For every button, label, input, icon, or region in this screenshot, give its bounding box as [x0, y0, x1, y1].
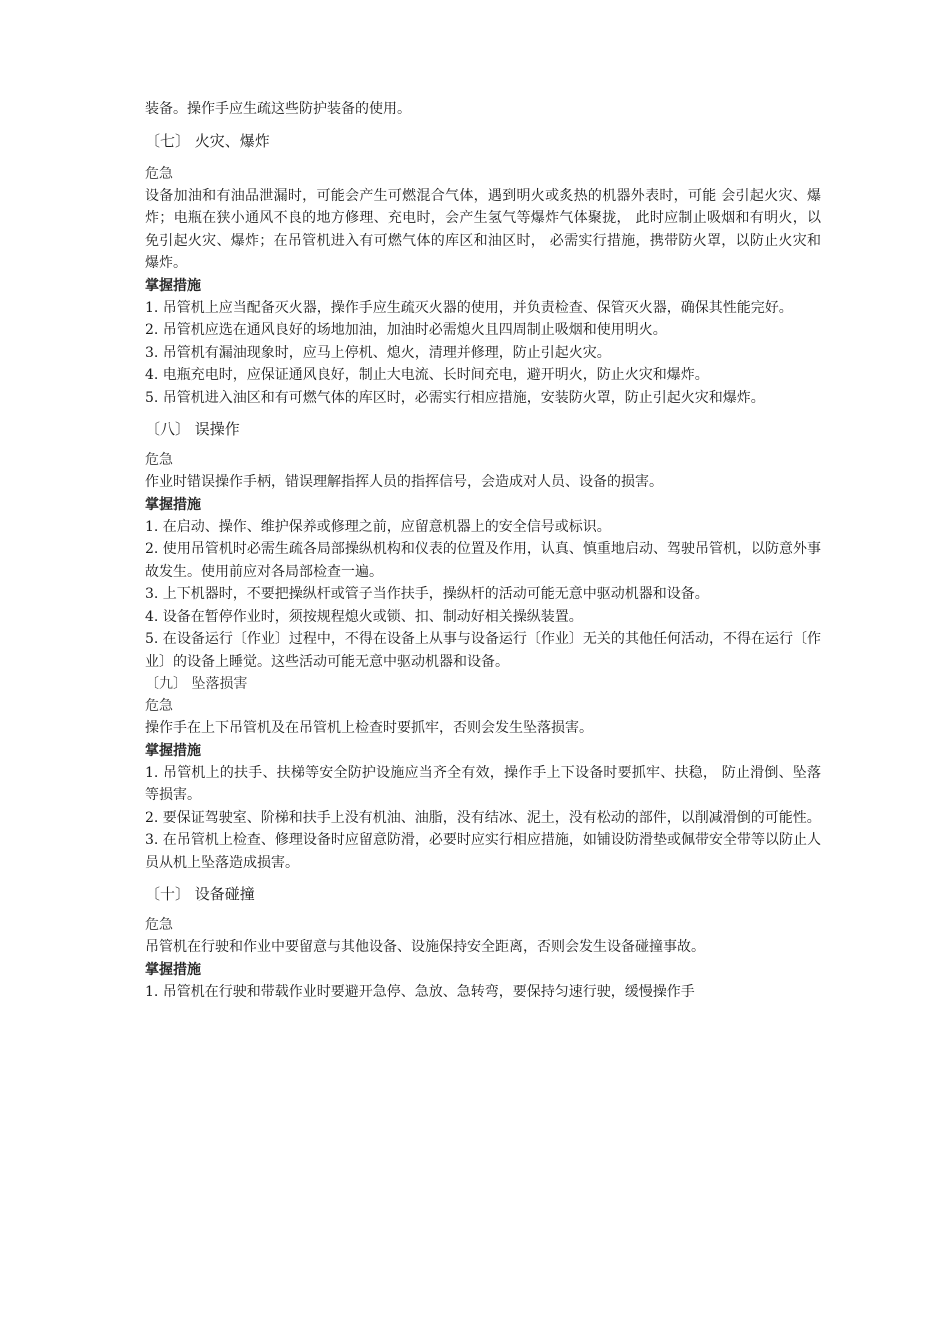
- section-9-danger-text: 操作手在上下吊管机及在吊管机上检查时要抓牢，否则会发生坠落损害。: [145, 720, 593, 736]
- document-page: [145, 98, 821, 1003]
- section-8-item: 1. 在启动、操作、维护保养或修理之前，应留意机器上的安全信号或标识。: [145, 518, 611, 535]
- section-7-item: 4. 电瓶充电时，应保证通风良好，制止大电流、长时间充电，避开明火，防止火灾和爆炸。: [145, 367, 709, 383]
- section-9-title: 〔九〕 坠落损害: [145, 676, 248, 692]
- section-7-measures-label: 掌握措施: [145, 277, 201, 294]
- section-9-measures-label: 掌握措施: [145, 742, 201, 759]
- section-8-danger-label: 危急: [145, 452, 173, 468]
- section-7-item: 2. 吊管机应选在通风良好的场地加油，加油时必需熄火且四周制止吸烟和使用明火。: [145, 322, 667, 338]
- section-10-measures-label: 掌握措施: [145, 961, 201, 978]
- section-9-item: 2. 要保证驾驶室、阶梯和扶手上没有机油、油脂，没有结冰、泥土，没有松动的部件，以削减滑倒的可能性。: [145, 809, 821, 826]
- section-7-item: 1. 吊管机上应当配备灭火器，操作手应生疏灭火器的使用，并负责检查、保管灭火器，确保其性能完好。: [145, 299, 793, 316]
- section-8-item: 5. 在设备运行〔作业〕过程中，不得在设备上从事与设备运行〔作业〕无关的其他任何活动，不得在运行〔作业〕的设备上睡觉。这些活动可能无意中驱动机器和设备。: [145, 631, 821, 670]
- section-10-item: 1. 吊管机在行驶和带载作业时要避开急停、急放、急转弯，要保持匀速行驶，缓慢操作手: [145, 983, 695, 1000]
- section-9-item: 3. 在吊管机上检查、修理设备时应留意防滑，必要时应实行相应措施，如铺设防滑垫或佩带安全带等以防止人员从机上坠落造成损害。: [145, 832, 821, 871]
- section-8-item: 2. 使用吊管机时必需生疏各局部操纵机构和仪表的位置及作用，认真、慎重地启动、驾驶吊管机，以防意外事故发生。使用前应对各局部检查一遍。: [145, 541, 821, 580]
- section-10-danger-text: 吊管机在行驶和作业中要留意与其他设备、设施保持安全距离，否则会发生设备碰撞事故。: [145, 939, 705, 955]
- section-7-item: 3. 吊管机有漏油现象时，应马上停机、熄火，清理并修理，防止引起火灾。: [145, 344, 611, 361]
- section-10-danger-label: 危急: [145, 917, 173, 933]
- section-10-title: 〔十〕 设备碰撞: [145, 885, 255, 903]
- intro-text: 装备。操作手应生疏这些防护装备的使用。: [145, 101, 411, 117]
- section-7-item: 5. 吊管机进入油区和有可燃气体的库区时，必需实行相应措施，安装防火罩，防止引起火灾和爆炸。: [145, 389, 765, 406]
- section-8-measures-label: 掌握措施: [145, 496, 201, 513]
- section-7-danger-text: 设备加油和有油品泄漏时，可能会产生可燃混合气体，遇到明火或炙热的机器外表时，可能 会引起火灾、爆炸；电瓶在狭小通风不良的地方修理、充电时，会产生氢气等爆炸气体聚拢， 此时应制止吸烟和有明火，以免引起火灾、爆炸；在吊管机进入有可燃气体的库区和油区时， 必需实行措施，携带防火罩，以防止火灾和爆炸。: [145, 187, 821, 271]
- section-8-item: 4. 设备在暂停作业时，须按规程熄火或锁、扣、制动好相关操纵装置。: [145, 608, 583, 625]
- section-8-danger-text: 作业时错误操作手柄，错误理解指挥人员的指挥信号，会造成对人员、设备的损害。: [145, 474, 663, 490]
- section-7-danger-label: 危急: [145, 165, 173, 182]
- section-8-title: 〔八〕 误操作: [145, 420, 240, 438]
- section-9-item: 1. 吊管机上的扶手、扶梯等安全防护设施应当齐全有效，操作手上下设备时要抓牢、扶稳， 防止滑倒、坠落等损害。: [145, 764, 821, 803]
- section-7-title: 〔七〕 火灾、爆炸: [145, 131, 270, 150]
- section-9-danger-label: 危急: [145, 698, 173, 714]
- section-8-item: 3. 上下机器时，不要把操纵杆或管子当作扶手，操纵杆的活动可能无意中驱动机器和设备。: [145, 586, 709, 602]
